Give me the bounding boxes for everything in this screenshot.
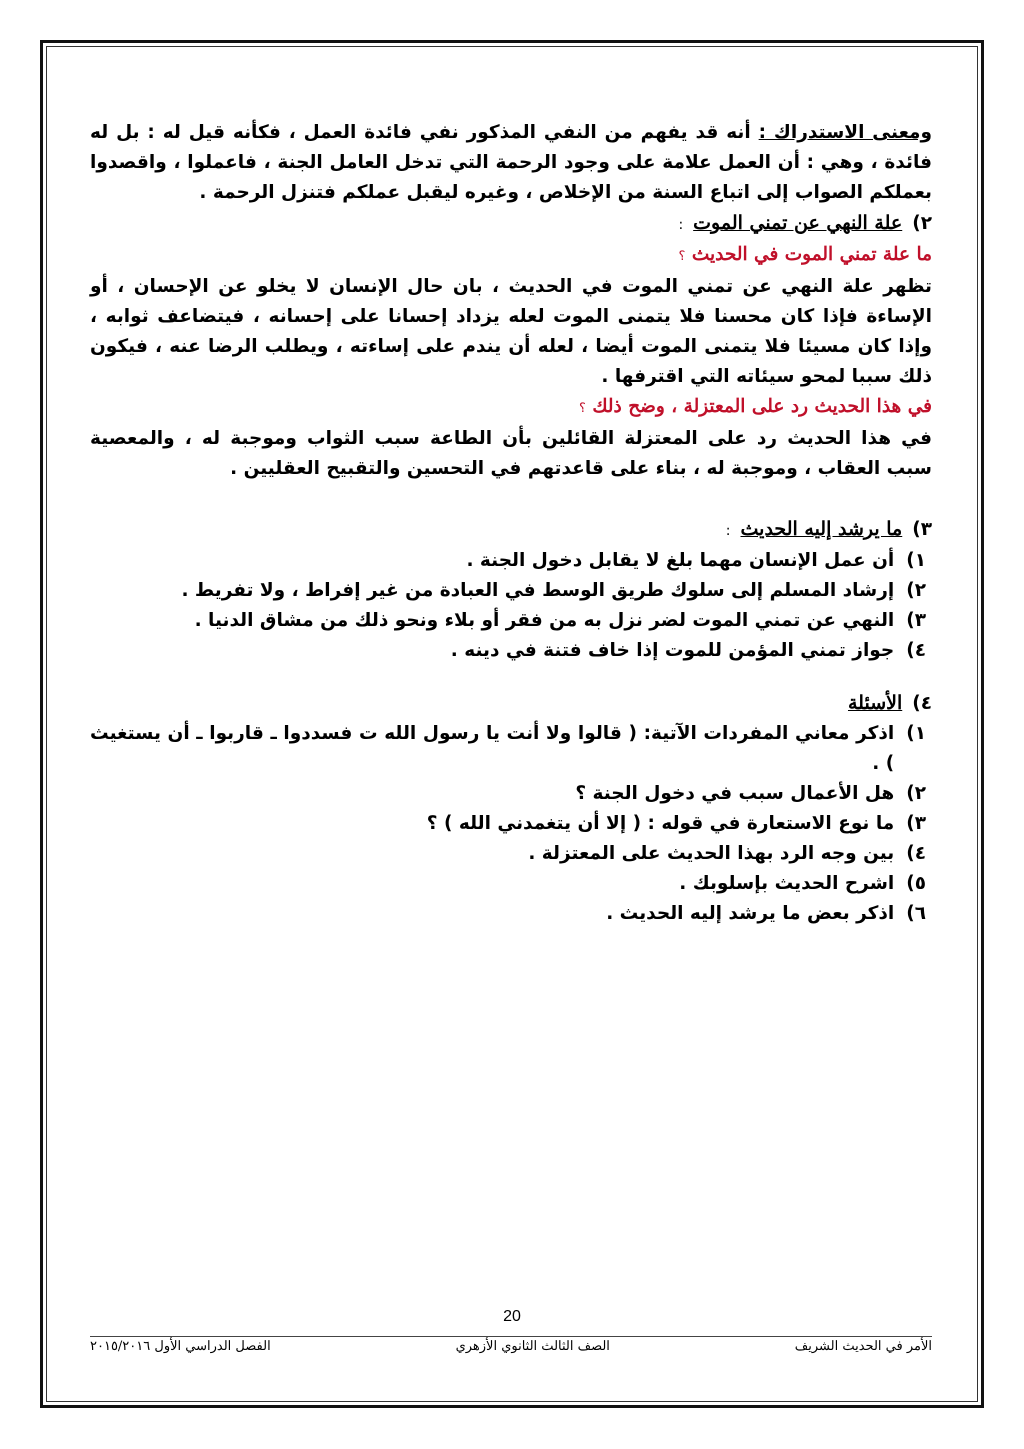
footer-book-title: الأمر في الحديث الشريف bbox=[794, 1339, 932, 1354]
list-item bbox=[90, 719, 926, 779]
list-item-text: اذكر بعض ما يرشد إليه الحديث . bbox=[606, 903, 895, 924]
question-2-mark: ؟ bbox=[578, 401, 586, 416]
list-item-number: ٣) bbox=[906, 610, 926, 631]
list-item-number: ٥) bbox=[906, 873, 926, 894]
list-item-text: ما نوع الاستعارة في قوله : ( إلا أن يتغمدني الله ) ؟ bbox=[426, 813, 895, 834]
section-3-colon: : bbox=[725, 523, 731, 539]
section-4-number: ٤) bbox=[912, 693, 932, 714]
list-item bbox=[90, 576, 926, 606]
list-item bbox=[90, 899, 926, 929]
page-content bbox=[90, 118, 932, 929]
list-item-text: اذكر معاني المفردات الآتية: ( قالوا ولا أنت يا رسول الله ت فسددوا ـ قاربوا ـ أن يستغيث ) . bbox=[90, 723, 895, 774]
intro-paragraph bbox=[90, 118, 932, 208]
page-number: 20 bbox=[503, 1308, 521, 1325]
list-item-number: ٤) bbox=[906, 640, 926, 661]
answer-1: تظهر علة النهي عن تمني الموت في الحديث ، بان حال الإنسان لا يخلو عن الإحسان ، أو الإساءة فإذا كان محسنا فلا يتمنى الموت لعله يزداد إحسانا على إحسانه ، فيتضاعف ثوابه ، وإذا كان مسيئا فلا يتمنى الموت أيضا ، لعله أن يندم على إساءته ، ويطلب الرضا عنه ، فيكون ذلك سببا لمحو سيئاته التي اقترفها . bbox=[90, 276, 932, 387]
list-item bbox=[90, 869, 926, 899]
footer-grade: الصف الثالث الثانوي الأزهري bbox=[455, 1339, 610, 1354]
guidance-list bbox=[90, 546, 932, 666]
section-4-heading bbox=[90, 688, 932, 719]
section-2-title: علة النهي عن تمني الموت bbox=[693, 212, 903, 234]
list-item-text: النهي عن تمني الموت لضر نزل به من فقر أو بلاء ونحو ذلك من مشاق الدنيا . bbox=[194, 610, 895, 631]
section-2-number: ٢) bbox=[912, 213, 932, 234]
spacer bbox=[90, 666, 932, 688]
list-item-number: ٢) bbox=[906, 783, 926, 804]
spacer bbox=[90, 484, 932, 514]
list-item-number: ١) bbox=[906, 550, 926, 571]
intro-text: أنه قد يفهم من النفي المذكور نفي فائدة العمل ، فكأنه قيل له : بل له فائدة ، وهي : أن العمل علامة على وجود الرحمة التي تدخل العامل الجنة ، فاعملوا ، واقصدوا بعملكم الصواب إلى اتباع السنة من الإخلاص ، وغيره ليقبل عملكم فتنزل الرحمة . bbox=[90, 122, 932, 203]
question-1 bbox=[90, 240, 932, 272]
question-1-text: ما علة تمني الموت في الحديث bbox=[691, 244, 932, 265]
question-1-mark: ؟ bbox=[678, 249, 686, 264]
section-3-number: ٣) bbox=[912, 519, 932, 540]
list-item-number: ٢) bbox=[906, 580, 926, 601]
list-item-number: ١) bbox=[906, 723, 926, 744]
list-item bbox=[90, 606, 926, 636]
list-item bbox=[90, 809, 926, 839]
list-item-number: ٦) bbox=[906, 903, 926, 924]
section-4-title: الأسئلة bbox=[847, 692, 903, 714]
list-item-text: جواز تمني المؤمن للموت إذا خاف فتنة في دينه . bbox=[450, 640, 895, 661]
question-2 bbox=[90, 392, 932, 424]
list-item bbox=[90, 546, 926, 576]
section-3-heading bbox=[90, 514, 932, 546]
questions-list bbox=[90, 719, 932, 929]
footer-term: الفصل الدراسي الأول ٢٠١٥/٢٠١٦ bbox=[90, 1339, 271, 1354]
answer-2: في هذا الحديث رد على المعتزلة القائلين بأن الطاعة سبب الثواب وموجبة له ، والمعصية سبب العقاب ، وموجبة له ، بناء على قاعدتهم في التحسين والتقبيح العقليين . bbox=[90, 428, 932, 479]
list-item bbox=[90, 636, 926, 666]
list-item-text: أن عمل الإنسان مهما بلغ لا يقابل دخول الجنة . bbox=[466, 550, 895, 571]
list-item bbox=[90, 779, 926, 809]
page-footer bbox=[90, 1336, 932, 1354]
list-item-number: ٣) bbox=[906, 813, 926, 834]
list-item bbox=[90, 839, 926, 869]
list-item-text: هل الأعمال سبب في دخول الجنة ؟ bbox=[575, 783, 895, 804]
section-2-heading bbox=[90, 208, 932, 240]
list-item-text: بين وجه الرد بهذا الحديث على المعتزلة . bbox=[528, 843, 895, 864]
list-item-number: ٤) bbox=[906, 843, 926, 864]
section-3-title: ما يرشد إليه الحديث bbox=[740, 518, 903, 540]
list-item-text: اشرح الحديث بإسلوبك . bbox=[679, 873, 895, 894]
question-2-text: في هذا الحديث رد على المعتزلة ، وضح ذلك bbox=[592, 396, 932, 417]
intro-label: ومعنى الاستدراك : bbox=[758, 122, 932, 143]
section-2-colon: : bbox=[678, 217, 684, 233]
list-item-text: إرشاد المسلم إلى سلوك طريق الوسط في العبادة من غير إفراط ، ولا تفريط . bbox=[181, 580, 895, 601]
